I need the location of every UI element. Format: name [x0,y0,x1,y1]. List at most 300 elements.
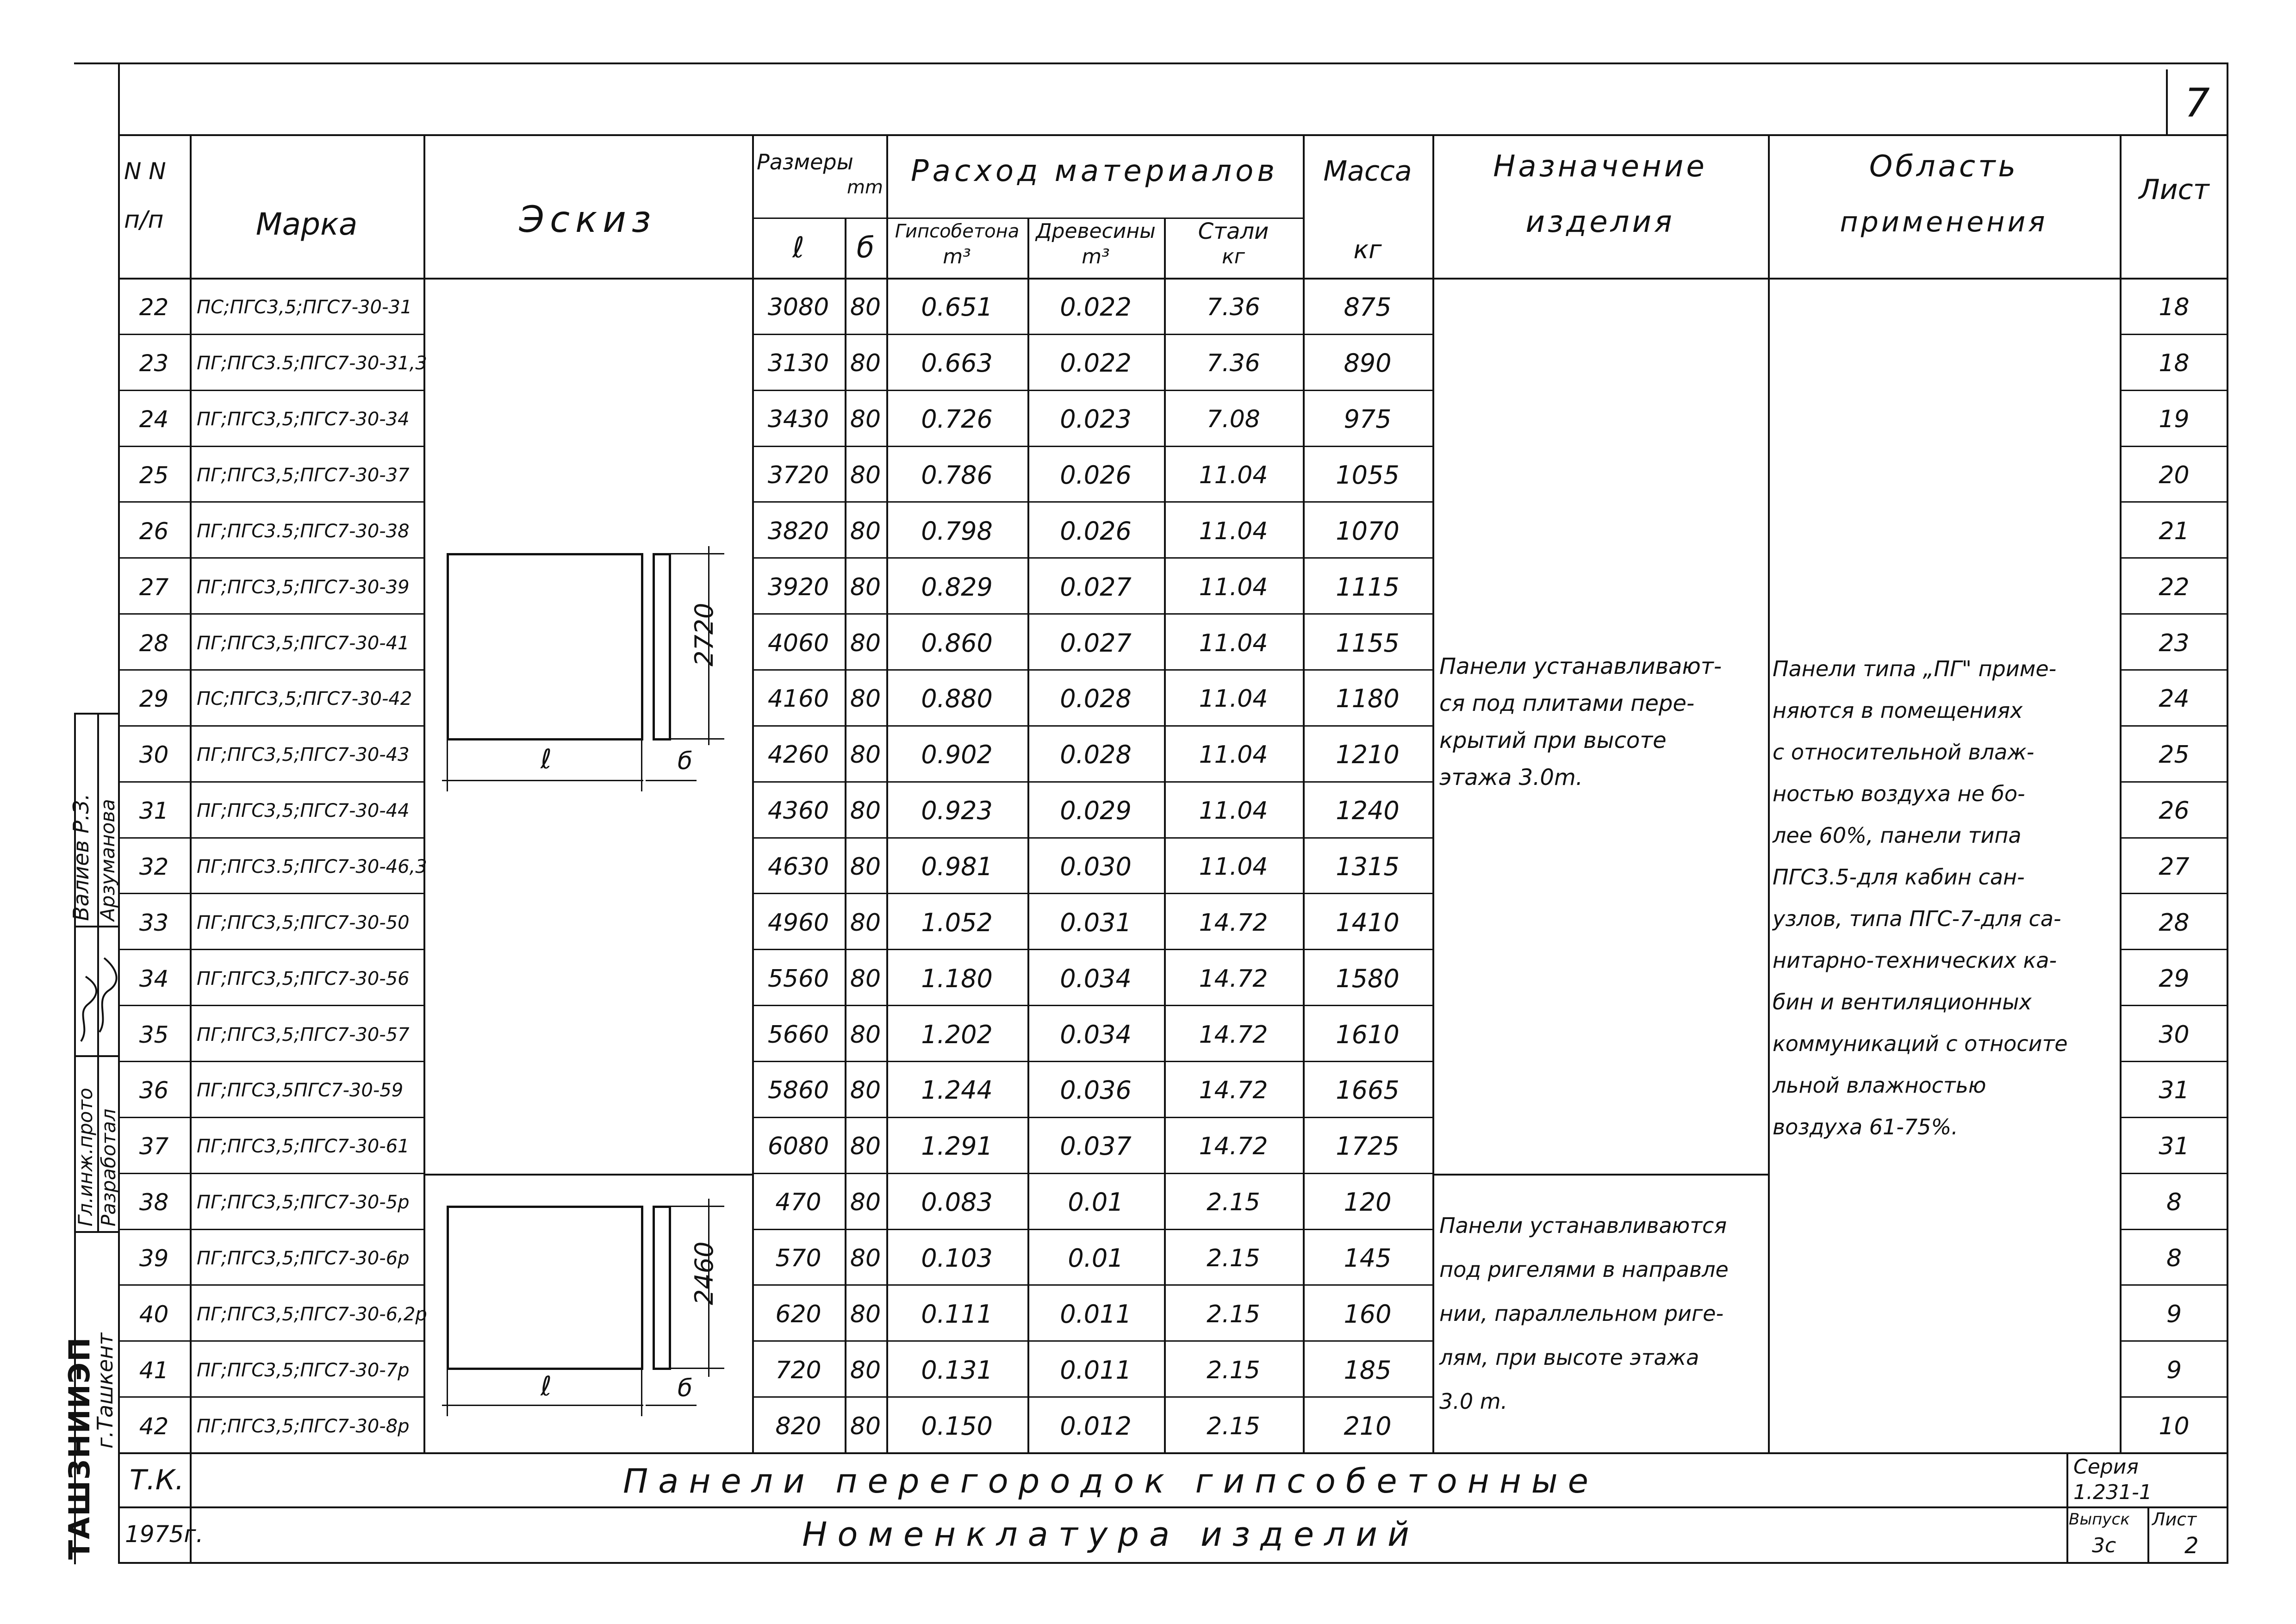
cell-n: 33 [139,909,169,936]
cell-drev: 0.011 [1060,1355,1132,1385]
row-divider [2120,390,2228,391]
cell-list: 8 [2166,1188,2182,1217]
header-marka: Марка [255,206,358,242]
text-line: няются в помещениях [1773,698,2023,723]
cell-b: 80 [850,461,881,489]
row-divider [118,501,423,503]
cell-stal: 14.72 [1199,1020,1268,1049]
cell-drev: 0.023 [1060,404,1132,434]
row-divider [118,1005,423,1006]
row-divider [118,949,423,950]
cell-list: 18 [2159,293,2190,322]
header-massa: Масса [1323,155,1412,187]
cell-n: 23 [139,350,169,377]
header-pp: п/п [124,206,164,234]
sketch2-thick: б [677,1375,693,1402]
cell-marka: ПГ;ПГС3,5;ПГС7-30-6,2р [197,1303,427,1325]
cell-massa: 1210 [1336,740,1400,770]
sketch1-thick: б [677,747,693,775]
row-divider [752,669,1432,671]
footer-seria-label: Серия [2073,1455,2139,1479]
cell-list: 30 [2159,1020,2190,1049]
text-line: нитарно-технических ка- [1773,948,2057,973]
cell-gips: 0.083 [921,1188,993,1217]
footer-vypusk-label: Выпуск [2069,1510,2130,1529]
side-role2: Разработал [97,1108,120,1226]
cell-list: 29 [2159,964,2190,993]
cell-gips: 0.860 [921,628,993,658]
cell-drev: 0.029 [1060,796,1132,826]
header-nn: N N [124,158,166,185]
panel-face [447,553,643,740]
cell-marka: ПГ;ПГС3,5;ПГС7-30-56 [197,968,410,989]
cell-n: 26 [139,517,169,545]
cell-l: 3920 [767,573,829,601]
cell-l: 3430 [767,405,829,434]
page-number: 7 [2184,80,2210,126]
cell-b: 80 [850,349,881,378]
row-divider [752,334,1432,335]
cell-massa: 1115 [1336,572,1400,602]
cell-gips: 0.902 [921,740,993,770]
side-role1: Гл.инж.прото [74,1088,97,1226]
text-line: лее 60%, панели типа [1773,823,2022,848]
cell-b: 80 [850,517,881,545]
cell-list: 26 [2159,797,2190,825]
row-divider [2120,1340,2228,1342]
text-line: этажа 3.0m. [1439,765,1583,790]
header-razmery: Размеры [757,149,853,174]
header-oblast-1: Область [1869,149,2019,184]
text-line: бин и вентиляционных [1773,989,2032,1014]
cell-b: 80 [850,964,881,993]
cell-marka: ПГ;ПГС3,5;ПГС7-30-39 [197,576,410,598]
row-divider [118,669,423,671]
cell-massa: 1055 [1336,460,1400,490]
header-l: ℓ [792,230,804,264]
row-divider [118,893,423,894]
cell-massa: 875 [1344,292,1392,322]
footer-tk: Т.К. [130,1463,184,1496]
cell-list: 10 [2159,1412,2190,1440]
sketch2-length: ℓ [541,1370,552,1402]
cell-list: 20 [2159,461,2190,489]
text-line: под ригелями в направле [1439,1257,1729,1282]
row-divider [2120,781,2228,783]
footer-vypusk: 3с [2092,1534,2116,1557]
cell-n: 38 [139,1189,169,1216]
sketch-group-divider [423,1174,752,1176]
cell-massa: 1315 [1336,852,1400,881]
cell-drev: 0.027 [1060,628,1132,658]
cell-b: 80 [850,741,881,769]
cell-stal: 7.36 [1207,349,1260,378]
panel-edge [653,553,671,740]
cell-l: 470 [775,1188,821,1217]
cell-gips: 0.798 [921,516,993,546]
cell-list: 31 [2159,1076,2190,1105]
cell-l: 6080 [767,1132,829,1161]
header-gips-unit: m³ [943,245,971,268]
row-divider [752,725,1432,727]
cell-b: 80 [850,1412,881,1440]
row-divider [752,837,1432,839]
cell-stal: 11.04 [1199,741,1268,769]
cell-n: 28 [139,629,169,657]
cell-marka: ПГ;ПГС3.5;ПГС7-30-31,3 [197,353,427,374]
cell-l: 620 [775,1300,821,1328]
cell-marka: ПГ;ПГС3,5;ПГС7-30-61 [197,1136,410,1157]
row-divider [118,1117,423,1118]
cell-l: 570 [775,1244,821,1272]
cell-drev: 0.012 [1060,1411,1132,1441]
row-divider [2120,446,2228,447]
cell-massa: 1610 [1336,1020,1400,1049]
row-divider [752,1340,1432,1342]
cell-n: 37 [139,1133,169,1160]
header-massa-unit: кг [1353,235,1382,264]
cell-list: 27 [2159,852,2190,881]
row-divider [118,1229,423,1230]
cell-marka: ПГ;ПГС3,5;ПГС7-30-6р [197,1247,410,1269]
cell-massa: 160 [1344,1299,1392,1329]
row-divider [118,1340,423,1342]
cell-drev: 0.026 [1060,516,1132,546]
cell-stal: 11.04 [1199,685,1268,713]
row-divider [118,1173,423,1174]
cell-b: 80 [850,573,881,601]
text-line: ся под плитами пере- [1439,691,1695,716]
cell-marka: ПГ;ПГС3,5;ПГС7-30-57 [197,1024,410,1045]
row-divider [2120,1173,2228,1174]
cell-drev: 0.026 [1060,460,1132,490]
cell-list: 18 [2159,349,2190,378]
cell-b: 80 [850,797,881,825]
cell-list: 23 [2159,629,2190,657]
cell-l: 3080 [767,293,829,322]
cell-marka: ПГ;ПГС3.5;ПГС7-30-38 [197,520,410,542]
row-divider [2120,669,2228,671]
cell-gips: 0.663 [921,348,993,378]
cell-stal: 11.04 [1199,629,1268,657]
header-eskiz: Эскиз [519,199,657,241]
cell-gips: 1.291 [921,1132,993,1161]
cell-drev: 0.022 [1060,292,1132,322]
row-divider [118,446,423,447]
cell-l: 4960 [767,908,829,937]
row-divider [752,613,1432,615]
cell-stal: 11.04 [1199,517,1268,545]
text-line: лям, при высоте этажа [1439,1344,1699,1370]
row-divider [118,781,423,783]
text-line: коммуникаций с относите [1773,1031,2068,1056]
signature-mark [72,949,123,1060]
row-divider [2120,893,2228,894]
cell-drev: 0.01 [1068,1188,1124,1217]
cell-massa: 1580 [1336,964,1400,993]
cell-stal: 2.15 [1207,1356,1260,1384]
cell-massa: 185 [1344,1355,1392,1385]
row-divider [2120,1284,2228,1286]
cell-marka: ПГ;ПГС3,5;ПГС7-30-43 [197,744,410,766]
cell-b: 80 [850,629,881,657]
cell-l: 4360 [767,797,829,825]
header-list: Лист [2139,174,2209,206]
cell-stal: 2.15 [1207,1244,1260,1272]
cell-marka: ПГ;ПГС3,5;ПГС7-30-5р [197,1192,410,1213]
cell-stal: 7.08 [1207,405,1260,434]
cell-l: 5860 [767,1076,829,1105]
cell-l: 4160 [767,685,829,713]
header-naznach-1: Назначение [1493,149,1707,184]
cell-stal: 2.15 [1207,1188,1260,1217]
cell-massa: 975 [1344,404,1392,434]
header-mm: mm [847,177,883,198]
side-name1: Валиев Р.З. [68,793,93,921]
cell-b: 80 [850,1300,881,1328]
row-divider [752,501,1432,503]
cell-marka: ПГ;ПГС3,5ПГС7-30-59 [197,1080,404,1101]
cell-b: 80 [850,1132,881,1161]
cell-massa: 1070 [1336,516,1400,546]
cell-marka: ПГ;ПГС3,5;ПГС7-30-44 [197,800,410,822]
row-divider [2120,501,2228,503]
row-divider [2120,837,2228,839]
cell-b: 80 [850,685,881,713]
footer-year: 1975г. [125,1521,204,1548]
cell-drev: 0.036 [1060,1076,1132,1105]
cell-stal: 14.72 [1199,964,1268,993]
row-divider [2120,1117,2228,1118]
cell-n: 25 [139,461,169,489]
cell-list: 22 [2159,573,2190,601]
row-divider [118,1396,423,1398]
cell-list: 21 [2159,517,2190,545]
cell-gips: 0.726 [921,404,993,434]
cell-gips: 0.829 [921,572,993,602]
cell-list: 25 [2159,741,2190,769]
cell-marka: ПГ;ПГС3,5;ПГС7-30-37 [197,464,410,486]
cell-gips: 0.981 [921,852,993,881]
cell-n: 24 [139,406,169,433]
row-divider [2120,1005,2228,1006]
row-divider [118,390,423,391]
side-name2: Арзуманова [96,799,119,921]
row-divider [118,837,423,839]
cell-l: 4630 [767,852,829,881]
cell-l: 5560 [767,964,829,993]
row-divider [752,1229,1432,1230]
text-line: нии, параллельном риге- [1439,1300,1724,1326]
text-line: воздуха 61-75%. [1773,1114,1958,1139]
cell-l: 720 [775,1356,821,1384]
row-divider [752,1061,1432,1062]
cell-marka: ПГ;ПГС3,5;ПГС7-30-8р [197,1415,410,1437]
naznach-group-divider [1432,1174,1768,1176]
row-divider [752,893,1432,894]
cell-stal: 14.72 [1199,908,1268,937]
cell-n: 30 [139,741,169,769]
footer-list: 2 [2184,1533,2199,1559]
text-line: Панели устанавливаются [1439,1213,1727,1238]
cell-gips: 0.131 [921,1355,993,1385]
text-line: Панели типа „ПГ" приме- [1773,656,2057,681]
footer-list-label: Лист [2152,1509,2197,1530]
cell-list: 28 [2159,908,2190,937]
cell-massa: 210 [1344,1411,1392,1441]
cell-massa: 1410 [1336,908,1400,937]
cell-b: 80 [850,1020,881,1049]
cell-n: 29 [139,685,169,713]
cell-stal: 14.72 [1199,1132,1268,1161]
cell-marka: ПГ;ПГС3,5;ПГС7-30-34 [197,409,410,430]
cell-gips: 0.923 [921,796,993,826]
cell-n: 39 [139,1244,169,1272]
header-gips: Гипсобетона [895,221,1020,242]
cell-massa: 890 [1344,348,1392,378]
row-divider [2120,1229,2228,1230]
cell-b: 80 [850,405,881,434]
text-line: ПГС3.5-для кабин сан- [1773,865,2025,890]
row-divider [118,613,423,615]
text-line: ностью воздуха не бо- [1773,781,2025,806]
cell-stal: 11.04 [1199,797,1268,825]
row-divider [752,949,1432,950]
row-divider [2120,557,2228,559]
cell-drev: 0.028 [1060,740,1132,770]
cell-list: 8 [2166,1244,2182,1272]
cell-drev: 0.030 [1060,852,1132,881]
cell-stal: 11.04 [1199,573,1268,601]
cell-marka: ПС;ПГС3,5;ПГС7-30-42 [197,688,412,710]
text-line: 3.0 m. [1439,1388,1508,1414]
cell-massa: 120 [1344,1188,1392,1217]
cell-l: 4060 [767,629,829,657]
cell-stal: 14.72 [1199,1076,1268,1105]
sketch2-height: 2460 [690,1241,719,1305]
row-divider [2120,725,2228,727]
panel-face-small [447,1206,643,1370]
cell-b: 80 [850,1356,881,1384]
text-line: Панели устанавливают- [1439,653,1722,679]
cell-massa: 1665 [1336,1076,1400,1105]
row-divider [2120,949,2228,950]
cell-massa: 145 [1344,1243,1392,1273]
row-divider [118,334,423,335]
cell-list: 19 [2159,405,2190,434]
cell-n: 35 [139,1021,169,1048]
text-line: узлов, типа ПГС-7-для са- [1773,906,2061,931]
sketch1-length: ℓ [541,743,552,775]
row-divider [118,725,423,727]
cell-list: 9 [2166,1300,2182,1328]
cell-gips: 0.880 [921,684,993,714]
cell-stal: 7.36 [1207,293,1260,322]
header-b: б [856,230,875,264]
row-divider [752,1284,1432,1286]
cell-gips: 0.150 [921,1411,993,1441]
cell-drev: 0.031 [1060,908,1132,937]
cell-n: 22 [139,294,169,321]
cell-b: 80 [850,908,881,937]
header-oblast-2: применения [1840,206,2048,238]
cell-n: 27 [139,573,169,601]
cell-stal: 11.04 [1199,852,1268,881]
cell-stal: 11.04 [1199,461,1268,489]
cell-marka: ПГ;ПГС3,5;ПГС7-30-50 [197,912,410,933]
cell-massa: 1180 [1336,684,1400,714]
cell-drev: 0.027 [1060,572,1132,602]
side-city: г.Ташкент [93,1332,118,1449]
footer-title1: Панели перегородок гипсобетонные [623,1462,1599,1500]
cell-l: 3820 [767,517,829,545]
row-divider [752,1005,1432,1006]
cell-n: 42 [139,1412,169,1440]
cell-massa: 1240 [1336,796,1400,826]
row-divider [2120,334,2228,335]
cell-n: 36 [139,1077,169,1104]
row-divider [2120,1061,2228,1062]
header-raskhod: Расход материалов [911,154,1278,188]
side-logo: ТАШЗНИИЭП [62,1337,96,1560]
cell-n: 40 [139,1300,169,1328]
row-divider [118,1284,423,1286]
cell-marka: ПГ;ПГС3,5;ПГС7-30-41 [197,632,410,654]
cell-n: 41 [139,1356,169,1384]
text-line: льной влажностью [1773,1073,1986,1098]
cell-b: 80 [850,293,881,322]
cell-b: 80 [850,852,881,881]
cell-list: 24 [2159,685,2190,713]
header-naznach-2: изделия [1525,205,1675,239]
header-dreves-unit: m³ [1082,245,1110,268]
row-divider [2120,613,2228,615]
row-divider [118,1061,423,1062]
cell-b: 80 [850,1076,881,1105]
header-stali: Стали [1198,218,1269,244]
cell-gips: 1.244 [921,1076,993,1105]
text-line: с относительной влаж- [1773,740,2035,765]
cell-marka: ПГ;ПГС3,5;ПГС7-30-7р [197,1359,410,1381]
header-stali-unit: кг [1222,245,1245,268]
footer-title2: Номенклатура изделий [802,1515,1419,1554]
cell-list: 31 [2159,1132,2190,1161]
cell-marka: ПС;ПГС3,5;ПГС7-30-31 [197,297,412,318]
cell-massa: 1725 [1336,1132,1400,1161]
row-divider [752,446,1432,447]
cell-l: 820 [775,1412,821,1440]
text-line: крытий при высоте [1439,728,1667,753]
cell-stal: 2.15 [1207,1412,1260,1440]
cell-gips: 1.202 [921,1020,993,1049]
cell-n: 34 [139,965,169,992]
cell-l: 3720 [767,461,829,489]
sketch1-height: 2720 [690,603,719,666]
row-divider [752,1173,1432,1174]
cell-drev: 0.022 [1060,348,1132,378]
row-divider [752,1396,1432,1398]
cell-b: 80 [850,1188,881,1217]
row-divider [752,557,1432,559]
cell-drev: 0.01 [1068,1243,1124,1273]
cell-gips: 0.651 [921,292,993,322]
cell-l: 3130 [767,349,829,378]
row-divider [752,1117,1432,1118]
cell-gips: 0.103 [921,1243,993,1273]
cell-drev: 0.011 [1060,1299,1132,1329]
row-divider [752,390,1432,391]
cell-gips: 1.052 [921,908,993,937]
